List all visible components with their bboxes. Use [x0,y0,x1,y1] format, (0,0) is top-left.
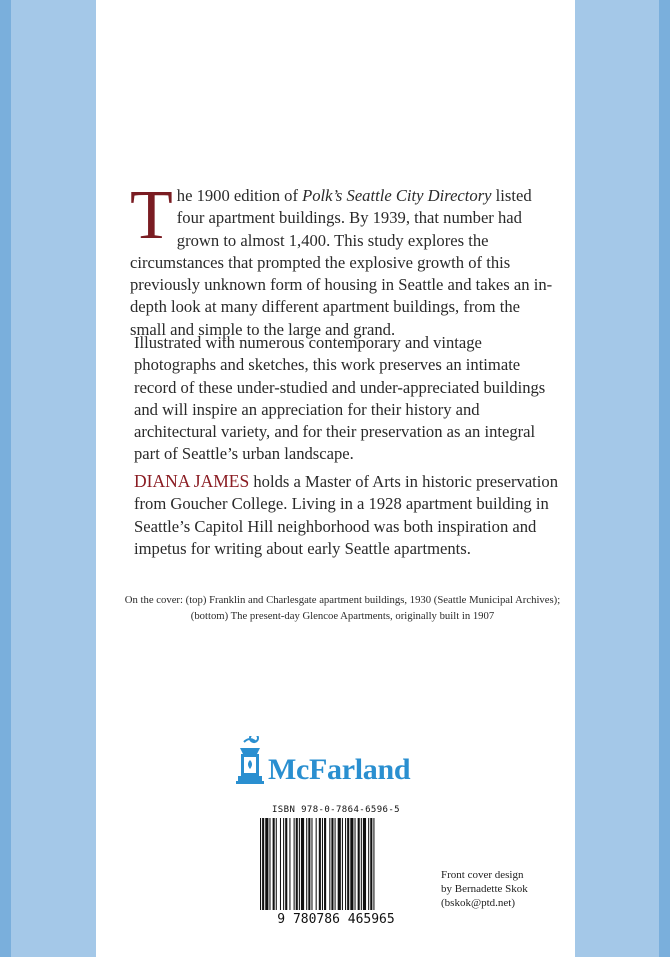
credit-line-2: by Bernadette Skok [441,883,528,896]
barcode-bar [335,818,336,910]
barcode-bar [306,818,307,910]
barcode-number: 9 780786 465965 [277,912,395,927]
barcode-bar [273,818,275,910]
barcode-bar [294,818,295,910]
barcode-bar [363,818,366,910]
barcode-bar [358,818,360,910]
right-edge-band [659,0,670,957]
barcode-bar [331,818,333,910]
author-bio-text: holds a Master of Arts in historic preservation from Goucher College. Living in a 1928 apartment building in Seattle’s Capitol Hill neighborhood was both inspiration and impetus for writing about early Seattle apartments. [134,472,559,558]
barcode-bar [373,818,374,910]
barcode-bar [316,818,317,910]
barcode-bar [347,818,349,910]
barcode-bar [319,818,321,910]
barcode-bar [285,818,287,910]
barcode-bar [311,818,312,910]
barcode-bar [301,818,304,910]
author-name: DIANA JAMES [134,471,250,491]
barcode-bar [329,818,330,910]
p1-lead: he 1900 edition of [176,186,303,205]
left-edge-band [0,0,11,957]
barcode-bar [280,818,281,910]
barcode-bar [368,818,369,910]
barcode-bar [370,818,372,910]
barcode-bar [361,818,362,910]
barcode-bar [283,818,284,910]
author-bio [134,470,560,560]
barcode-bar [350,818,353,910]
barcode-bar [265,818,268,910]
barcode-bar [276,818,277,910]
barcode-bar [296,818,298,910]
barcode-bar [308,818,310,910]
barcode-bar [324,818,326,910]
drop-cap: T [130,177,173,254]
credit-line-1: Front cover design [441,869,524,881]
barcode-bar [355,818,356,910]
barcode-bar [289,818,290,910]
lantern-icon [232,736,268,786]
description-paragraph-2: Illustrated with numerous contemporary and vintage photographs and sketches, this work preserves an intimate record of these under-studied and under-appreciated buildings and will inspire an appreciation for their history and architectural variety, and for their preservation as an integral part of Seattle’s urban landscape. [134,333,546,464]
barcode-bar [322,818,323,910]
barcode-bar [299,818,300,910]
publisher-name: McFarland [268,753,411,786]
cover-caption: On the cover: (top) Franklin and Charlesgate apartment buildings, 1930 (Seattle Municipal Archives); (bottom) The present-day Glencoe Apartments, originally built in 1907 [124,594,561,622]
barcode-bar [338,818,341,910]
barcode-bar [269,818,270,910]
barcode-bar [342,818,343,910]
directory-title: Polk’s Seattle City Directory [302,186,492,205]
barcode-bar [260,818,261,910]
cover-design-credit [441,868,566,911]
description-paragraph-1 [130,177,560,341]
p1-rest: listed four apartment buildings. By 1939, that number had grown to almost 1,400. This study explores the circumstances that prompted the explosive growth of this previously unknown form of housing in Seattle and takes an in-depth look at many different apartment buildings, from the small and simple to the large and grand. [130,186,553,339]
barcode [258,818,414,912]
isbn-label: ISBN 978-0-7864-6596-5 [271,805,400,815]
credit-line-3: (bskok@ptd.net) [441,897,515,910]
barcode-bar [345,818,346,910]
barcode-bar [262,818,264,910]
